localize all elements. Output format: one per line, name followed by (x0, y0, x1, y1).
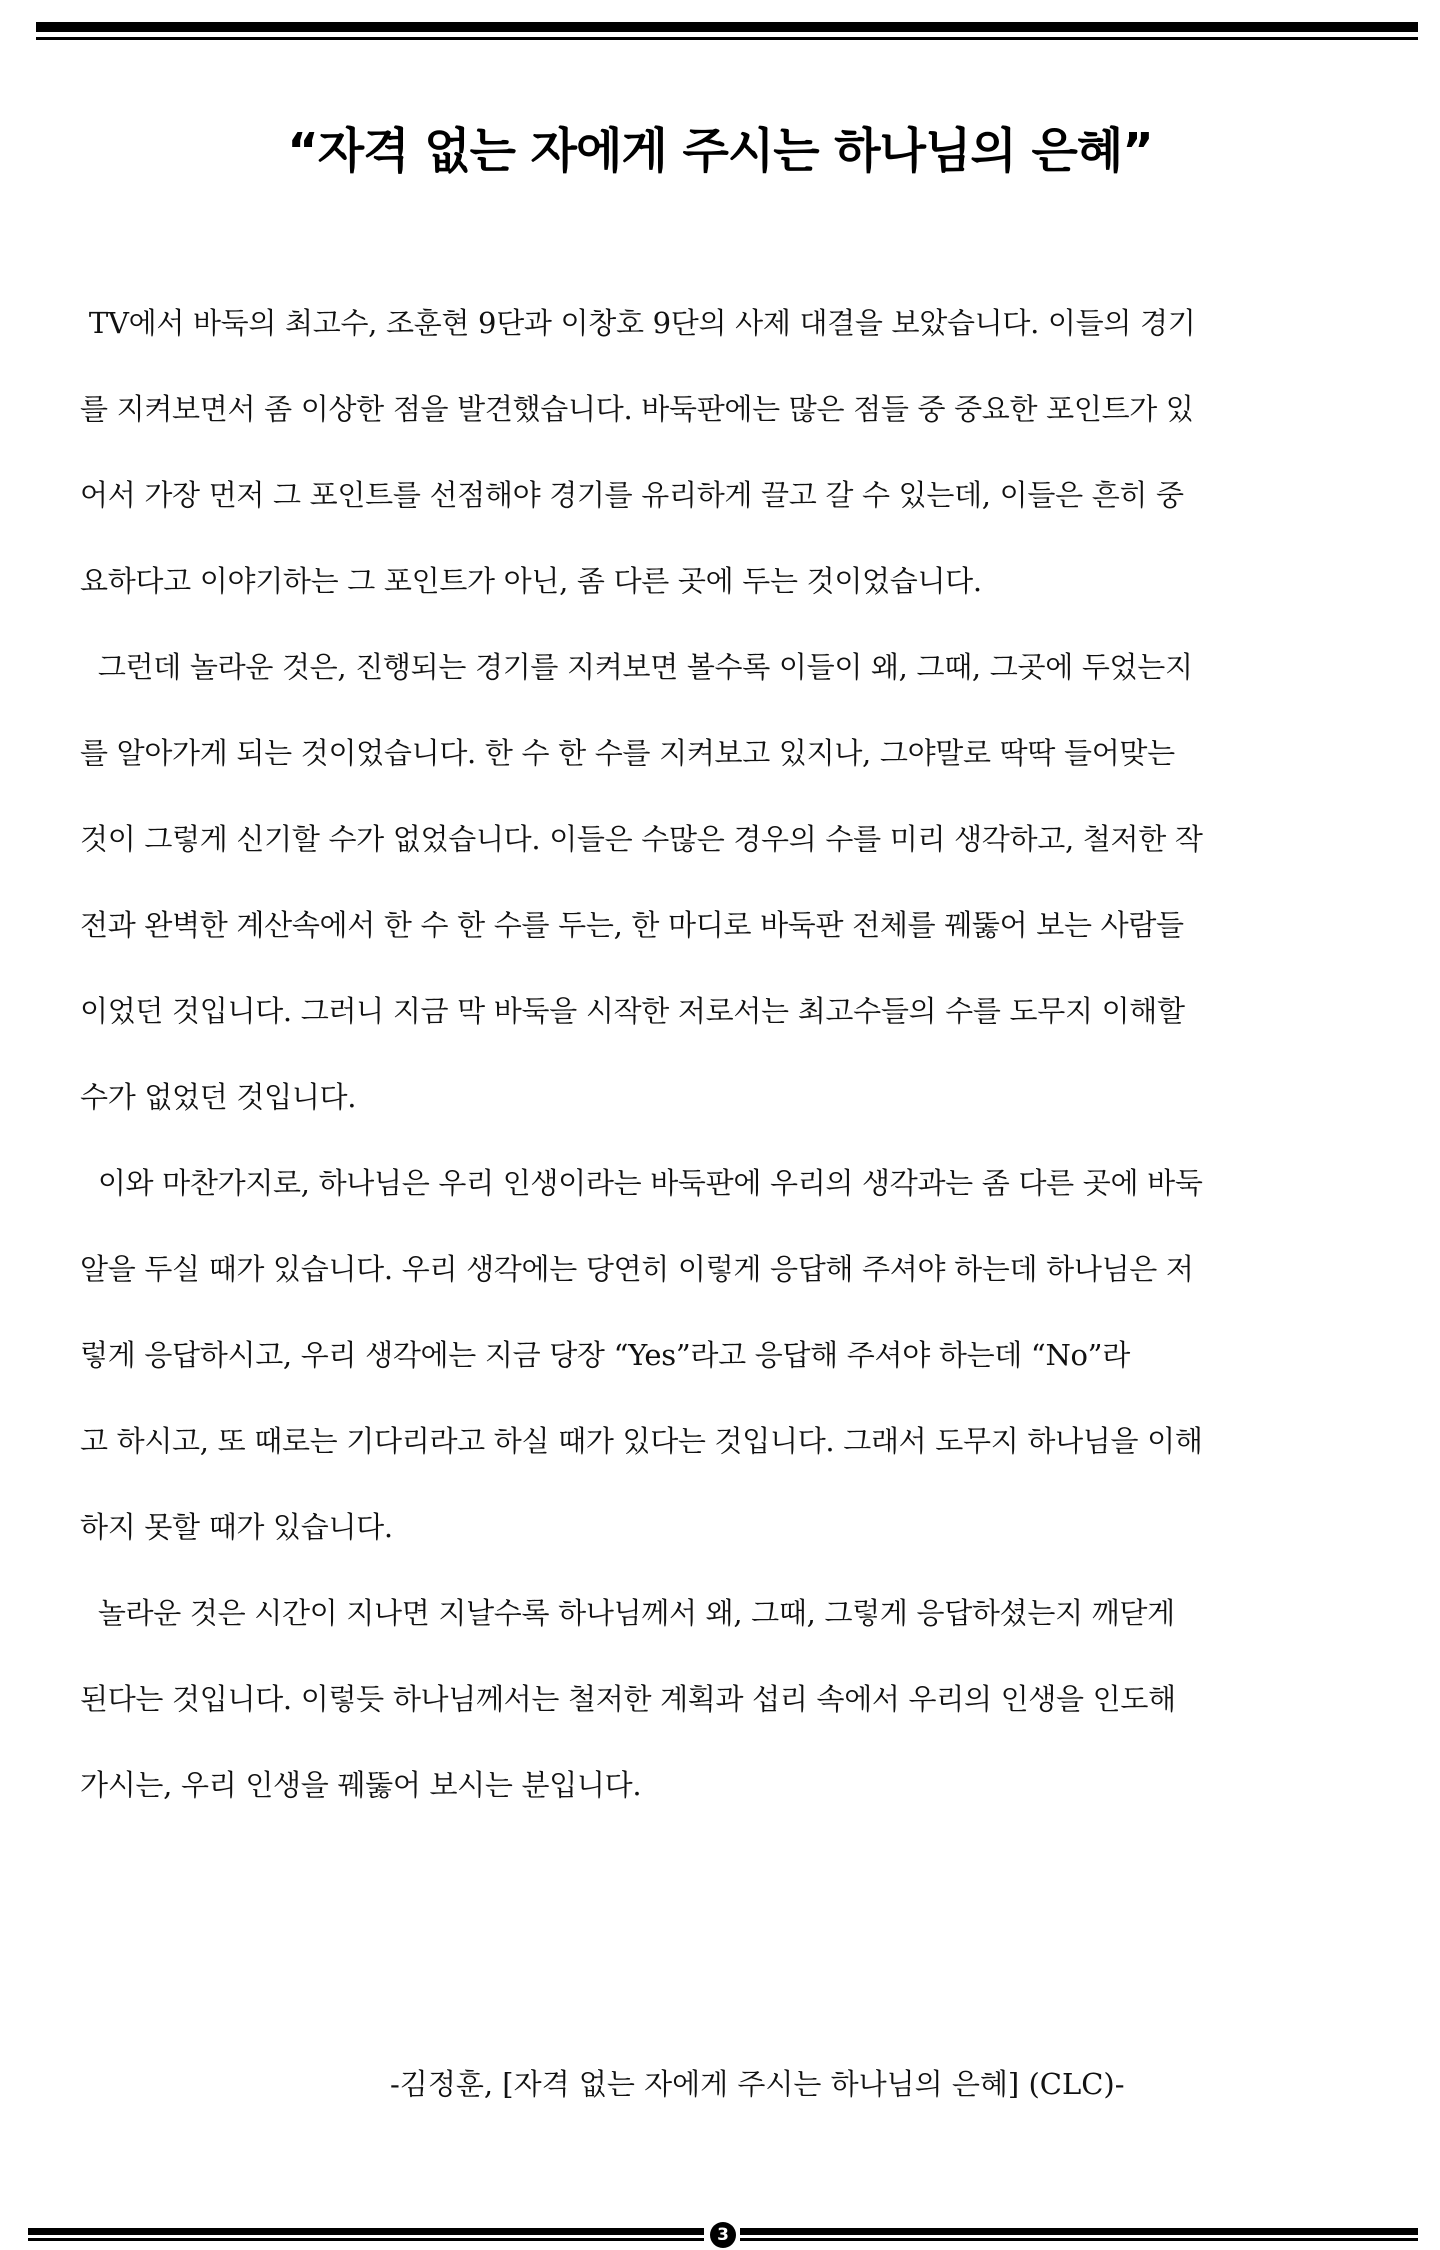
footer-rule-right-thin (740, 2238, 1418, 2241)
page-number: 3 (710, 2222, 736, 2248)
footer-rule (28, 2226, 1418, 2246)
source-citation: -김정훈, [자격 없는 자에게 주시는 하나님의 은혜] (CLC)- (390, 2067, 1125, 2101)
body-line: 그런데 놀라운 것은, 진행되는 경기를 지켜보면 볼수록 이들이 왜, 그때, 그곳에 두었는지 (80, 650, 1193, 684)
body-text (80, 280, 1420, 1828)
footer-rule-left-thick (28, 2228, 704, 2235)
page-title: “자격 없는 자에게 주시는 하나님의 은혜” (287, 123, 1153, 179)
body-line: 놀라운 것은 시간이 지나면 지날수록 하나님께서 왜, 그때, 그렇게 응답하셨는지 깨닫게 (80, 1596, 1175, 1630)
top-rule-thin (36, 37, 1418, 40)
body-line: TV에서 바둑의 최고수, 조훈현 9단과 이창호 9단의 사제 대결을 보았습니다. 이들의 경기 (80, 306, 1196, 340)
body-line: 를 알아가게 되는 것이었습니다. 한 수 한 수를 지켜보고 있지나, 그야말로 딱딱 들어맞는 (80, 736, 1175, 770)
body-line: 하지 못할 때가 있습니다. (80, 1510, 393, 1544)
body-line: 어서 가장 먼저 그 포인트를 선점해야 경기를 유리하게 끌고 갈 수 있는데, 이들은 흔히 중 (80, 478, 1184, 512)
body-line: 렇게 응답하시고, 우리 생각에는 지금 당장 “Yes”라고 응답해 주셔야 하는데 “No”라 (80, 1338, 1130, 1372)
body-line: 전과 완벽한 계산속에서 한 수 한 수를 두는, 한 마디로 바둑판 전체를 꿰뚫어 보는 사람들 (80, 908, 1184, 942)
body-line: 것이 그렇게 신기할 수가 없었습니다. 이들은 수많은 경우의 수를 미리 생각하고, 철저한 작 (80, 822, 1203, 856)
body-line: 이와 마찬가지로, 하나님은 우리 인생이라는 바둑판에 우리의 생각과는 좀 다른 곳에 바둑 (80, 1166, 1203, 1200)
body-line: 된다는 것입니다. 이렇듯 하나님께서는 철저한 계획과 섭리 속에서 우리의 인생을 인도해 (80, 1682, 1176, 1716)
footer-rule-right-thick (740, 2228, 1418, 2235)
footer-rule-left-thin (28, 2238, 704, 2241)
top-rule-thick (36, 22, 1418, 32)
body-line: 를 지켜보면서 좀 이상한 점을 발견했습니다. 바둑판에는 많은 점들 중 중요한 포인트가 있 (80, 392, 1194, 426)
body-line: 수가 없었던 것입니다. (80, 1080, 357, 1114)
body-line: 고 하시고, 또 때로는 기다리라고 하실 때가 있다는 것입니다. 그래서 도무지 하나님을 이해 (80, 1424, 1203, 1458)
body-line: 이었던 것입니다. 그러니 지금 막 바둑을 시작한 저로서는 최고수들의 수를 도무지 이해할 (80, 994, 1185, 1028)
body-line: 요하다고 이야기하는 그 포인트가 아닌, 좀 다른 곳에 두는 것이었습니다. (80, 564, 982, 598)
body-line: 가시는, 우리 인생을 꿰뚫어 보시는 분입니다. (80, 1768, 642, 1802)
body-line: 알을 두실 때가 있습니다. 우리 생각에는 당연히 이렇게 응답해 주셔야 하는데 하나님은 저 (80, 1252, 1194, 1286)
